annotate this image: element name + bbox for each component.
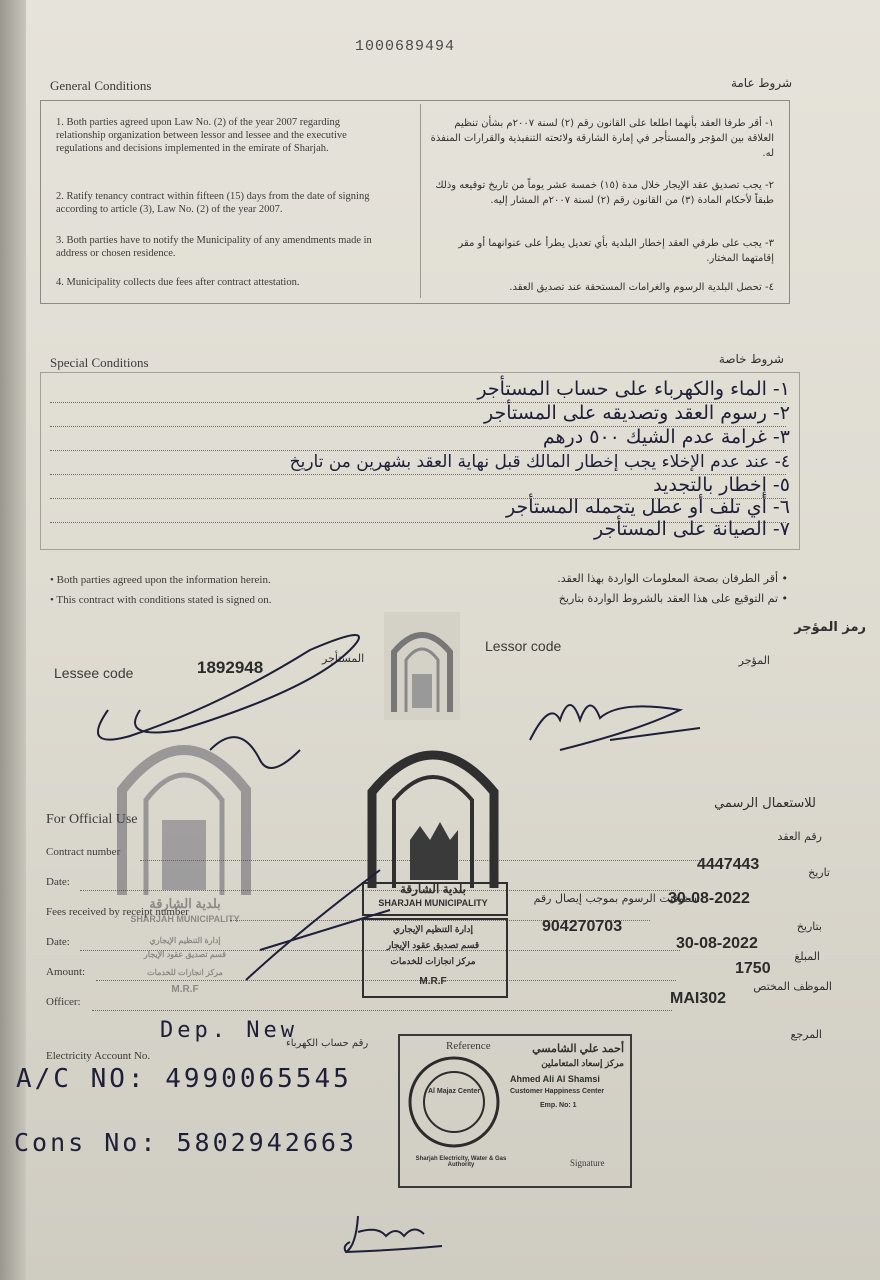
agreement-ar-1: • أقر الطرفان بصحة المعلومات الواردة بهذا العقد.	[557, 572, 788, 585]
signature-label: Signature	[570, 1158, 605, 1168]
date-label-2: Date:	[46, 936, 70, 948]
general-item-ar-1: ١- أقر طرفا العقد بأنهما اطلعا على القانون رقم (٢) لسنة ٢٠٠٧م بشأن تنظيم العلاقة بين المؤجر والمستأجر في إمارة الشارقة ولائحته التنفيذية والقرارات المنفذة له.	[430, 118, 774, 159]
officer-label-ar: الموظف المختص	[753, 980, 832, 993]
stamp-left-dept-2: قسم تصديق عقود الإيجار	[143, 950, 227, 959]
amount-label: Amount:	[46, 966, 86, 978]
special-conditions-title-ar: شروط خاصة	[718, 352, 784, 366]
stamp-center-name-en: SHARJAH MUNICIPALITY	[378, 898, 488, 908]
special-condition-5: ٥- إخطار بالتجديد	[653, 474, 790, 496]
stamp-center-name-ar: بلدية الشارقة	[399, 882, 467, 896]
general-item-ar-3: ٣- يجب على طرفي العقد إخطار البلدية بأي تعديل يطرأ على عنوانهما أو مقر إقامتهما المختار.	[458, 238, 774, 264]
fees-received-label-ar: استوفيت الرسوم بموجب إيصال رقم	[533, 892, 700, 905]
general-item-en-4: 4. Municipality collects due fees after contract attestation.	[56, 277, 300, 288]
customer-center-stamp	[398, 1034, 632, 1188]
amount-label-ar: المبلغ	[794, 950, 820, 963]
lessee-code-label: Lessee code	[54, 665, 134, 681]
special-condition-2: ٢- رسوم العقد وتصديقه على المستأجر	[484, 402, 790, 424]
contract-date-value: 30-08-2022	[668, 890, 750, 907]
round-seal-icon	[406, 1054, 502, 1150]
agreement-en-2: • This contract with conditions stated is signed on.	[50, 594, 272, 606]
stamp-left-code: M.R.F	[171, 984, 199, 995]
general-item-en-3: 3. Both parties have to notify the Municipality of any amendments made in address or chosen residence.	[56, 235, 372, 259]
electricity-account-number: A/C NO: 4990065545	[16, 1064, 352, 1094]
special-condition-7: ٧- الصيانة على المستأجر	[594, 518, 790, 540]
stamp-left-dept-1: إدارة التنظيم الإيجاري	[149, 936, 221, 945]
contract-number-label: Contract number	[46, 846, 121, 858]
electricity-account-label: Electricity Account No.	[46, 1050, 151, 1062]
general-item-en-1: 1. Both parties agreed upon Law No. (2) of the year 2007 regarding relationship organization between lessor and lessee and the executive regulations and decisions implemented in the emirate of Sharjah.	[56, 117, 347, 154]
seal-ring-text: Sharjah Electricity, Water & Gas Authority	[415, 1156, 507, 1168]
date-label-ar-1: تاريخ	[808, 866, 830, 879]
special-conditions-title: Special Conditions	[50, 355, 149, 370]
general-item-ar-2: ٢- يجب تصديق عقد الإيجار خلال مدة (١٥) خمسة عشر يوماً من تاريخ توقيعه وذلك طبقاً لأحكام المادة (٣) من القانون رقم (٢) لسنة ٢٠٠٧م المشار إليه.	[435, 180, 774, 206]
general-conditions-title-ar: شروط عامة	[730, 76, 792, 90]
agreement-ar-2: • تم التوقيع على هذا العقد بالشروط الواردة بتاريخ	[558, 592, 788, 605]
stamp-left-name-en: SHARJAH MUNICIPALITY	[130, 914, 240, 924]
lessee-label-ar: المستأجر	[322, 652, 365, 665]
lessor-code-label: Lessor code	[485, 638, 562, 654]
fees-received-label: Fees received by receipt number	[46, 906, 189, 918]
lessor-signature	[520, 680, 720, 760]
column-divider	[420, 104, 421, 298]
stamp-left-dept-3: مركز انجازات للخدمات	[147, 968, 223, 977]
special-condition-4: ٤- عند عدم الإخلاء يجب إخطار المالك قبل نهاية العقد بشهرين من تاريخ	[289, 452, 790, 472]
field-line	[92, 1010, 672, 1011]
general-item-ar-4: ٤- تحصل البلدية الرسوم والغرامات المستحقة عند تصديق العقد.	[509, 282, 774, 293]
contract-number-value: 4447443	[697, 856, 760, 873]
receipt-number-value: 904270703	[542, 918, 623, 935]
special-condition-1: ١- الماء والكهرباء على حساب المستأجر	[477, 378, 790, 400]
electricity-handwritten-note: Dep. New	[160, 1018, 298, 1043]
special-condition-3: ٣- غرامة عدم الشيك ٥٠٠ درهم	[542, 426, 790, 448]
lessor-code-label-ar: رمز المؤجر	[794, 620, 866, 635]
stamp-sub-en: Customer Happiness Center	[510, 1088, 605, 1095]
reference-label: Reference	[446, 1040, 491, 1052]
lessee-signature	[60, 610, 420, 990]
stamp-center-dept-1: إدارة التنظيم الإيجاري	[393, 924, 473, 934]
date-label-1: Date:	[46, 876, 70, 888]
receipt-date-value: 30-08-2022	[676, 935, 758, 952]
stamp-sub-ar: مركز إسعاد المتعاملين	[541, 1058, 624, 1068]
rule-line	[50, 450, 786, 451]
contract-number-label-ar: رقم العقد	[777, 830, 822, 843]
reference-label-ar: المرجع	[790, 1028, 822, 1041]
stamp-center-dept-3: مركز انجازات للخدمات	[390, 956, 476, 966]
lessee-code-value: 1892948	[197, 658, 264, 677]
lessor-label-ar: المؤجر	[738, 654, 770, 667]
official-use-title: For Official Use	[46, 812, 138, 827]
stamp-center-code: M.R.F	[419, 976, 447, 987]
general-conditions-title: General Conditions	[50, 78, 152, 93]
general-item-en-2: 2. Ratify tenancy contract within fifteen (15) days from the date of signing according to article (3), Law No. (2) of the year 2007.	[56, 191, 370, 215]
stamp-emp-no: Emp. No: 1	[540, 1102, 577, 1109]
official-use-title-ar: للاستعمال الرسمي	[714, 796, 816, 811]
stamp-center-dept-2: قسم تصديق عقود الإيجار	[386, 940, 480, 950]
amount-value: 1750	[735, 960, 771, 977]
officer-label: Officer:	[46, 996, 81, 1008]
document-number: 1000689494	[355, 38, 456, 55]
agreement-en-1: • Both parties agreed upon the information herein.	[50, 574, 271, 586]
date-label-ar-2: بتاريخ	[796, 920, 822, 933]
stamp-name-ar: أحمد علي الشامسي	[532, 1043, 624, 1055]
stamp-name-en: Ahmed Ali Al Shamsi	[510, 1074, 600, 1084]
consumer-number: Cons No: 5802942663	[14, 1128, 357, 1157]
electricity-account-label-ar: رقم حساب الكهرباء	[286, 1038, 369, 1049]
officer-code-value: MAI302	[670, 990, 727, 1007]
bottom-signature	[338, 1206, 448, 1262]
special-condition-6: ٦- أي تلف أو عطل يتحمله المستأجر	[506, 496, 790, 518]
seal-inner-text: Al Majaz Center	[427, 1088, 481, 1095]
stamp-left-name-ar: بلدية الشارقة	[149, 896, 221, 911]
